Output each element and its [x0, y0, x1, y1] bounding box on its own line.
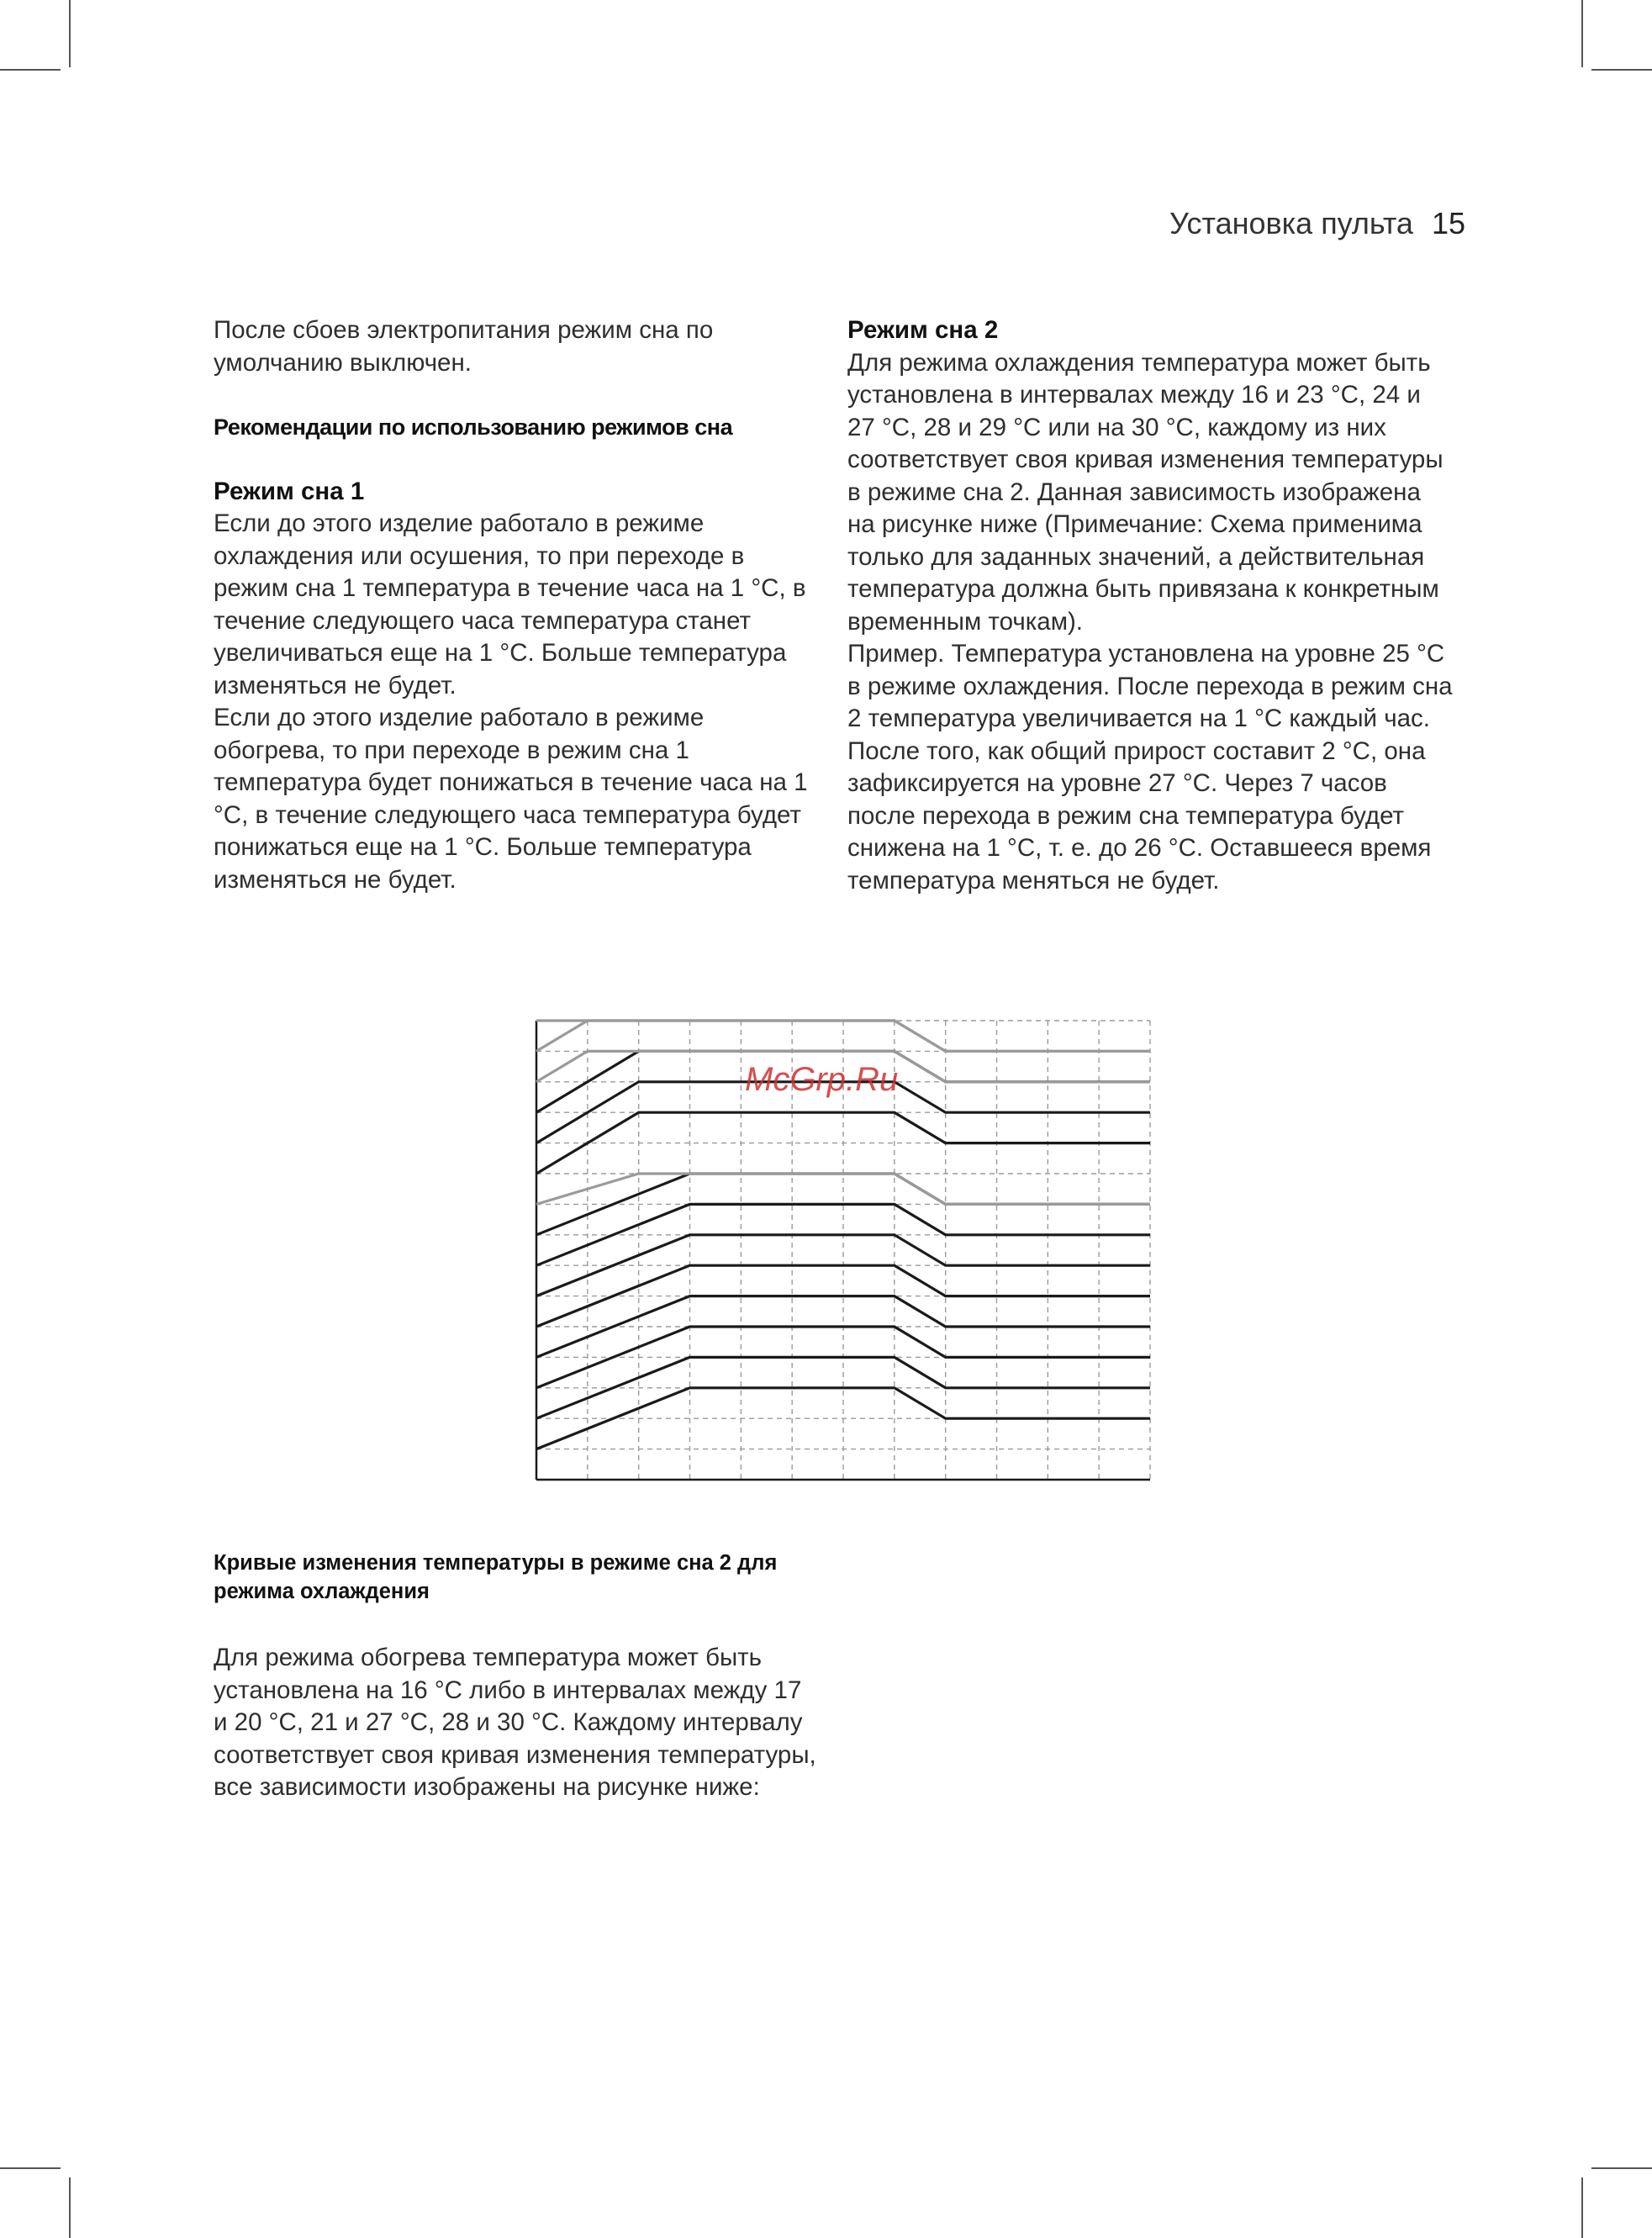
- crop-mark: [1591, 2167, 1652, 2169]
- crop-mark: [0, 2167, 61, 2169]
- recommendations-heading: Рекомендации по использованию режимов сна: [214, 414, 733, 440]
- crop-mark: [0, 69, 61, 71]
- mode1-paragraph-1: Если до этого изделие работало в режиме охлаждения или осушения, то при переходе в режим сна 1 температура в течение часа на 1 °C, в течение следующего часа температура станет увеличиваться еще на 1 °C. Больше температура изменяться не будет.: [214, 509, 806, 699]
- watermark: McGrp.Ru: [745, 1061, 899, 1098]
- heating-paragraph: Для режима обогрева температура может быть установлена на 16 °C либо в интервалах между 17 и 20 °C, 21 и 27 °C, 28 и 30 °C. Каждому интервалу соответствует своя кривая изменения температуры, все зависимости изображены на рисунке ниже:: [214, 1644, 816, 1801]
- intro-paragraph: После сбоев электропитания режим сна по умолчанию выключен.: [214, 316, 714, 377]
- running-header: [1169, 206, 1465, 241]
- crop-mark: [1581, 0, 1583, 67]
- crop-mark: [1581, 2177, 1583, 2238]
- bottom-paragraph-block: [214, 1642, 819, 1804]
- crop-mark: [69, 0, 71, 67]
- section-title: Установка пульта: [1169, 206, 1413, 240]
- left-column: [214, 314, 819, 896]
- crop-mark: [1591, 69, 1652, 71]
- chart-caption: Кривые изменения температуры в режиме сна 2 для режима охлаждения: [214, 1551, 778, 1603]
- right-column: [847, 314, 1453, 897]
- crop-mark: [69, 2177, 71, 2238]
- mode1-paragraph-2: Если до этого изделие работало в режиме обогрева, то при переходе в режим сна 1 температура будет понижаться в течение часа на 1 °C, в течение следующего часа температура будет понижаться еще на 1 °C. Больше температура изменяться не будет.: [214, 704, 808, 894]
- mode2-paragraph-2: Пример. Температура установлена на уровне 25 °C в режиме охлаждения. После перехода в режим сна 2 температура увеличивается на 1 °C каждый час. После того, как общий прирост составит 2 °C, она зафиксируется на уровне 27 °C. Через 7 часов после перехода в режим сна температура будет снижена на 1 °C, т. е. до 26 °C. Оставшееся время температура меняться не будет.: [847, 640, 1453, 895]
- mode2-heading: Режим сна 2: [847, 316, 999, 344]
- mode1-heading: Режим сна 1: [214, 477, 365, 505]
- page-number: 15: [1431, 206, 1465, 240]
- mode2-paragraph-1: Для режима охлаждения температура может быть установлена в интервалах между 16 и 23 °C, 24 и 27 °C, 28 и 29 °C или на 30 °C, каждому из них соответствует своя кривая изменения температуры в режиме сна 2. Данная зависимость изображена на рисунке ниже (Примечание: Схема применима только для заданных значений, а действительная температура должна быть привязана к конкретным временным точкам).: [847, 348, 1444, 636]
